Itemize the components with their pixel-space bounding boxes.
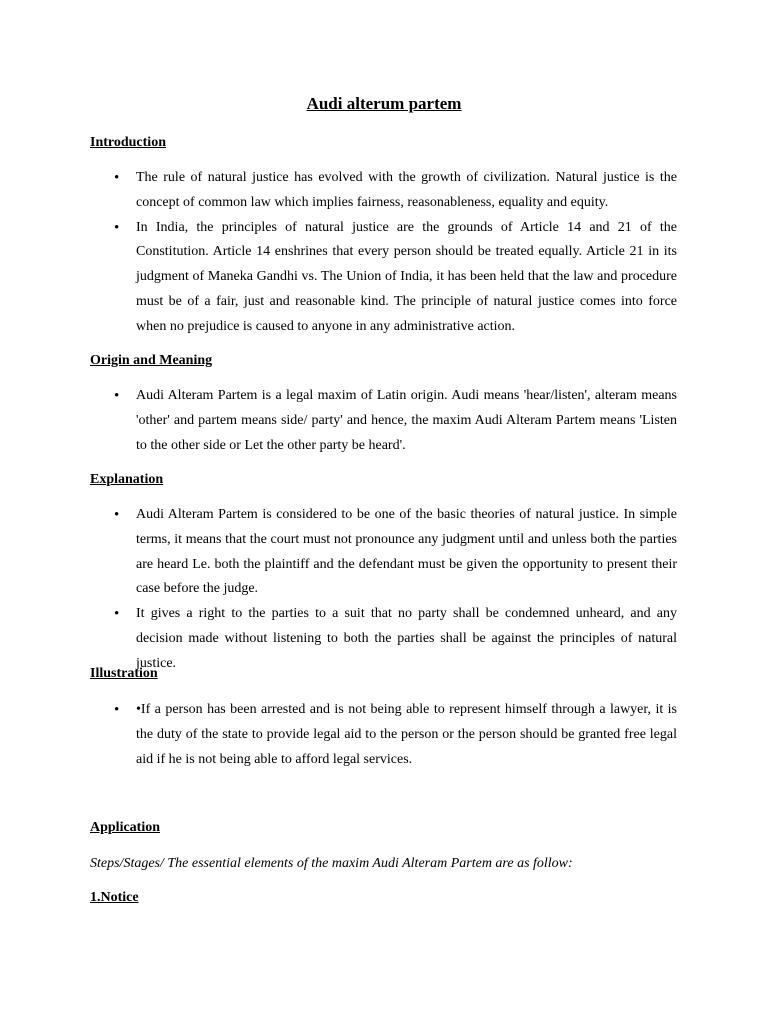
introduction-list	[90, 166, 677, 340]
explanation-list	[90, 503, 677, 677]
heading-origin-and-meaning: Origin and Meaning	[90, 353, 213, 368]
list-item: • Audi Alteram Partem is a legal maxim of Latin origin. Audi means 'hear/listen', alteram means 'other' and partem means side/ party' and hence, the maxim Audi Alteram Partem means 'Listen to the other side or Let the other party be heard'.	[90, 384, 677, 458]
heading-notice: 1.Notice	[90, 890, 139, 905]
list-item: • Audi Alteram Partem is considered to be one of the basic theories of natural justice. In simple terms, it means that the court must not pronounce any judgment until and unless both the parties are heard Le. both the plaintiff and the defendant must be given the opportunity to present their case before the judge.	[90, 503, 677, 602]
list-item: • It gives a right to the parties to a suit that no party shall be condemned unheard, and any decision made without listening to both the parties shall be against the principles of natural justice.	[90, 602, 677, 676]
heading-explanation: Explanation	[90, 472, 164, 487]
illustration-list	[90, 698, 677, 772]
application-intro: Steps/Stages/ The essential elements of the maxim Audi Alteram Partem are as follow:	[90, 856, 573, 871]
origin-list	[90, 384, 677, 458]
list-item: • In India, the principles of natural justice are the grounds of Article 14 and 21 of the Constitution. Article 14 enshrines that every person should be treated equally. Article 21 in its judgment of Maneka Gandhi vs. The Union of India, it has been held that the law and procedure must be of a fair, just and reasonable kind. The principle of natural justice comes into force when no prejudice is caused to anyone in any administrative action.	[90, 216, 677, 340]
heading-introduction: Introduction	[90, 135, 166, 150]
list-item: • The rule of natural justice has evolved with the growth of civilization. Natural justice is the concept of common law which implies fairness, reasonableness, equality and equity.	[90, 166, 677, 216]
list-item: • •If a person has been arrested and is not being able to represent himself through a lawyer, it is the duty of the state to provide legal aid to the person or the person should be granted free legal aid if he is not being able to afford legal services.	[90, 698, 677, 772]
heading-illustration: Illustration	[90, 666, 158, 681]
document-title: Audi alterum partem	[306, 94, 462, 113]
heading-application: Application	[90, 820, 161, 835]
